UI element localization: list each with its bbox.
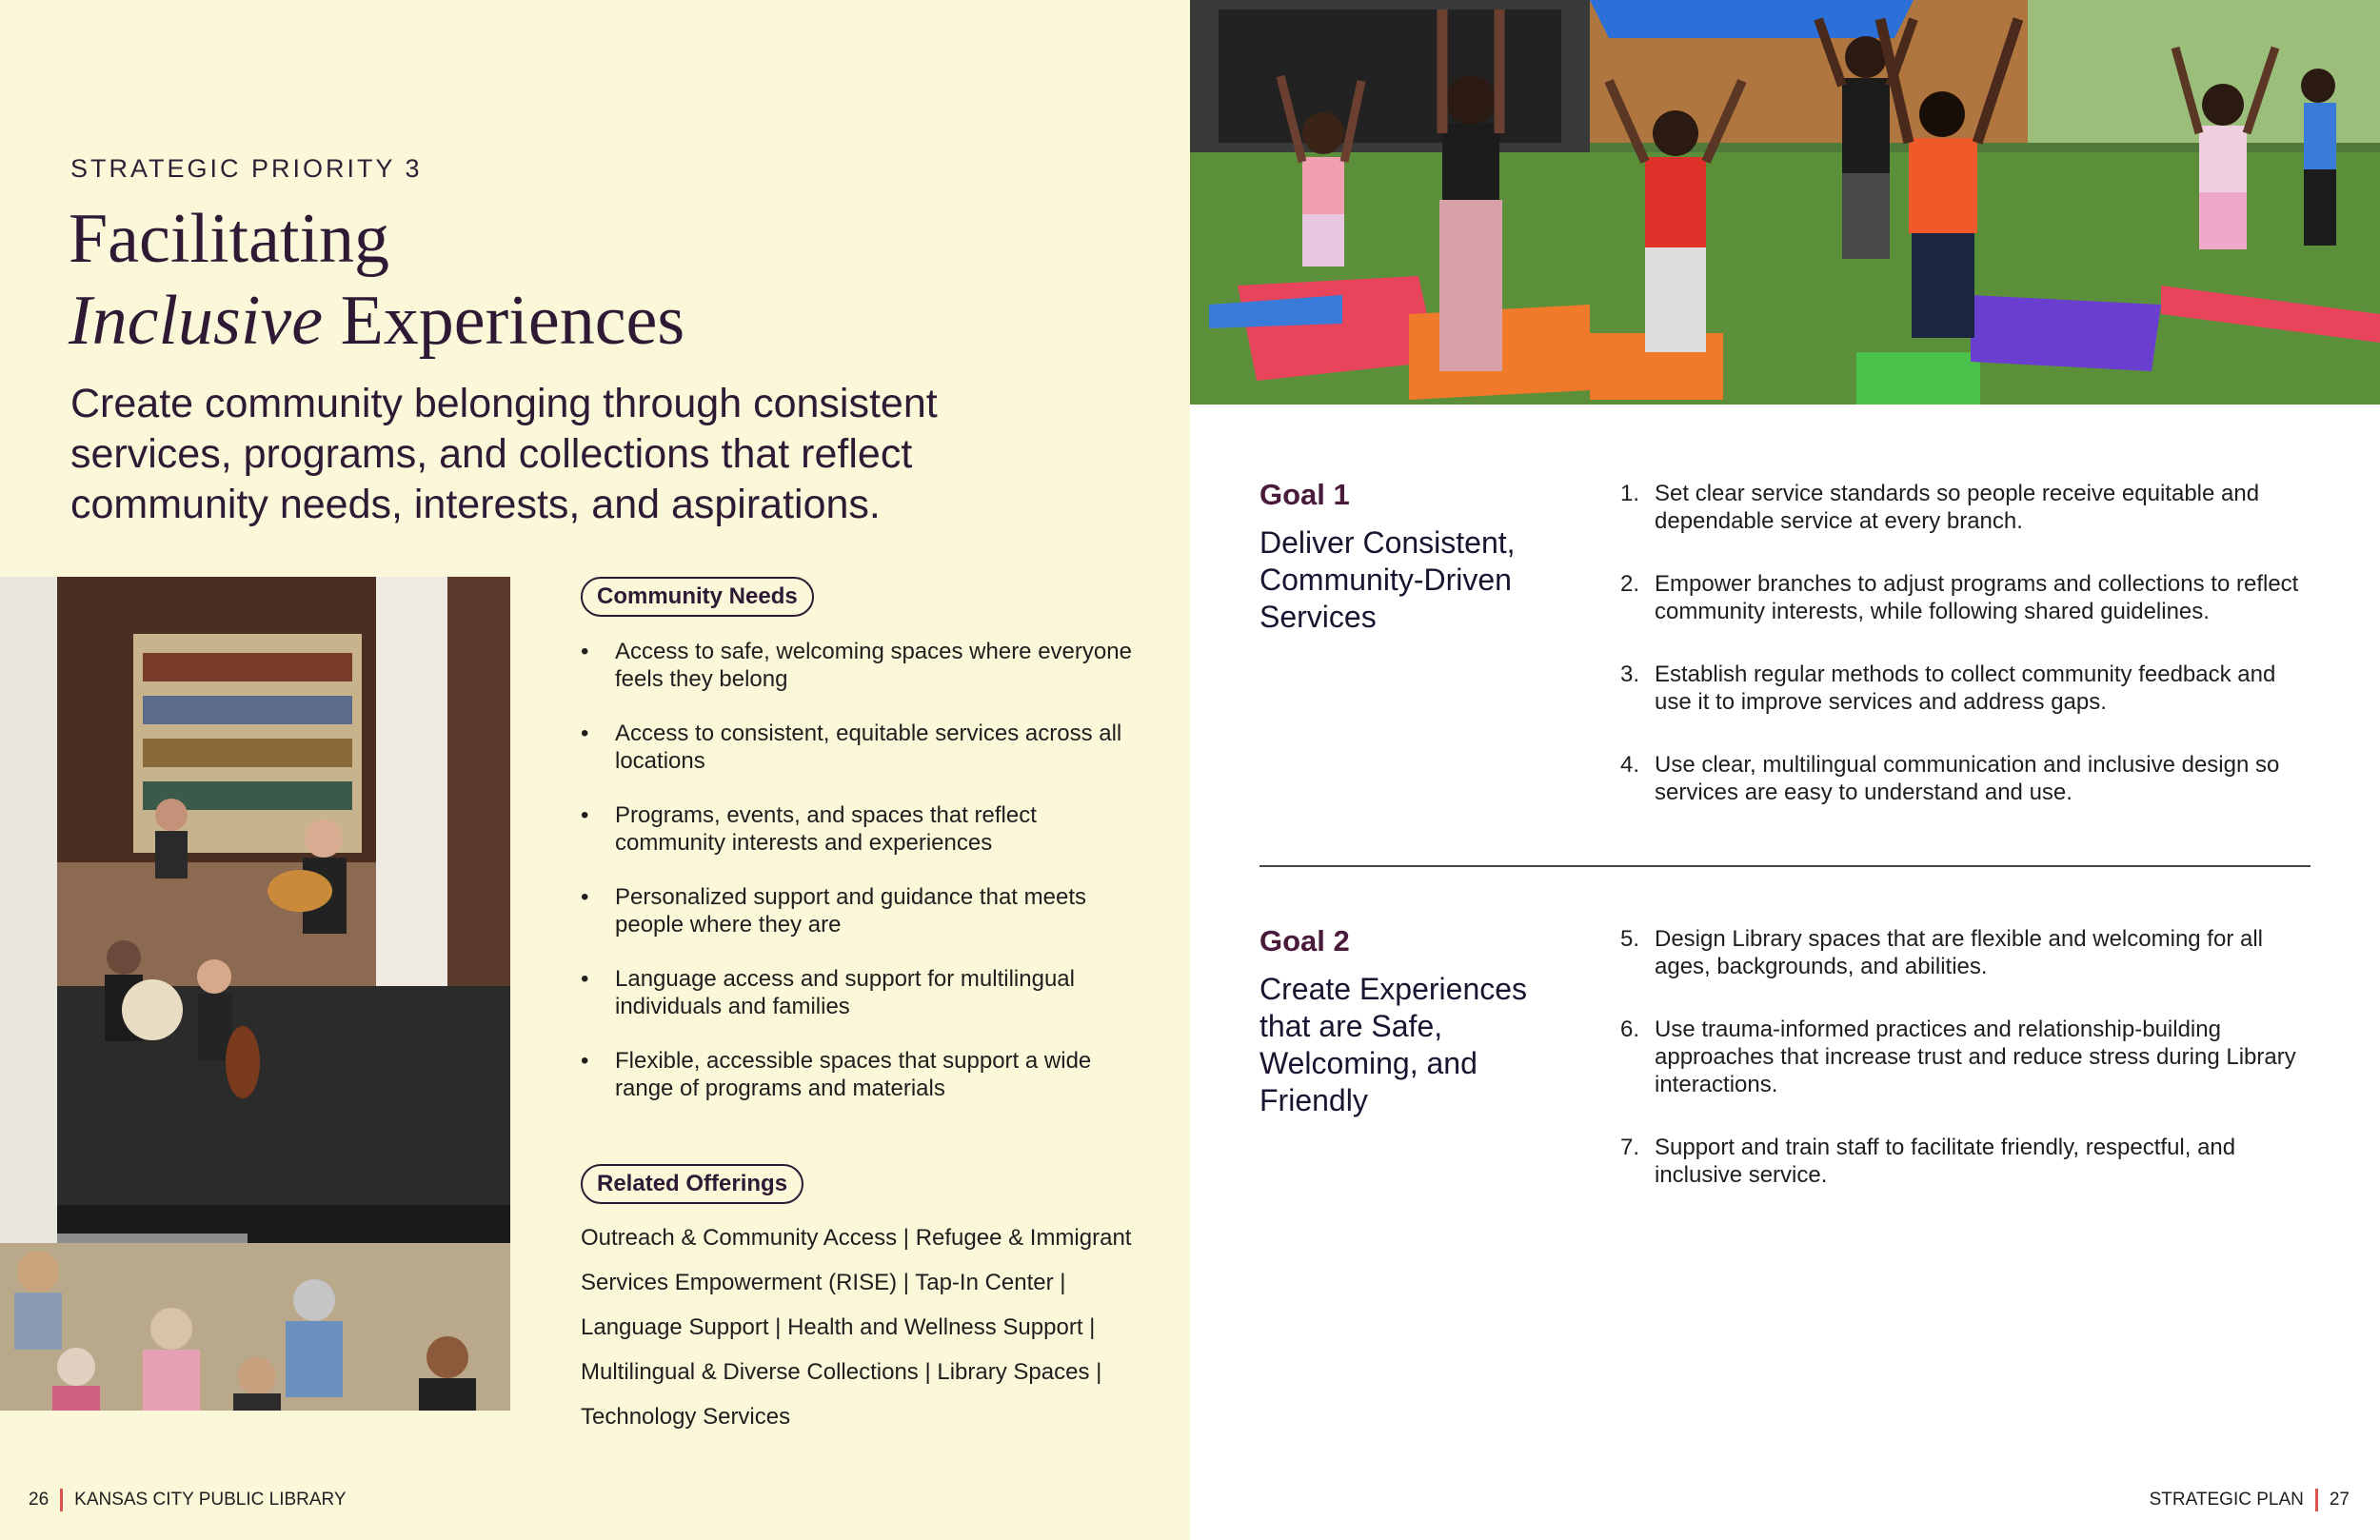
list-item (1620, 661, 2306, 716)
community-needs-list (581, 638, 1133, 1129)
title-rest: Experiences (340, 282, 685, 360)
page-number: 27 (2329, 1490, 2350, 1510)
need-text: Programs, events, and spaces that reflect community interests and experiences (615, 802, 1037, 856)
page-title (69, 198, 684, 362)
list-item (1620, 570, 2306, 625)
item-text: Design Library spaces that are flexible and welcoming for all ages, backgrounds, and abilities. (1655, 926, 2263, 979)
title-italic-word: Inclusive (69, 282, 324, 360)
bullet: • (581, 639, 589, 664)
item-text: Establish regular methods to collect community feedback and use it to improve services and address gaps. (1655, 661, 2276, 715)
bullet: • (581, 721, 589, 746)
goal-2-title: Create Experiences that are Safe, Welcoming, and Friendly (1259, 972, 1528, 1117)
item-number: 5. (1620, 926, 1640, 952)
concert-photo (0, 577, 510, 1411)
list-item (581, 801, 1133, 857)
footer-label: KANSAS CITY PUBLIC LIBRARY (74, 1490, 347, 1510)
item-text: Support and train staff to facilitate friendly, respectful, and inclusive service. (1655, 1135, 2236, 1188)
item-number: 4. (1620, 752, 1640, 778)
goal-2-label: Goal 2 (1259, 924, 1350, 958)
need-text: Personalized support and guidance that meets people where they are (615, 884, 1086, 938)
page-number: 26 (29, 1490, 50, 1510)
item-number: 2. (1620, 571, 1640, 597)
goal-1-label: Goal 1 (1259, 478, 1350, 511)
list-item (581, 1047, 1133, 1102)
footer-separator (60, 1489, 63, 1511)
bullet: • (581, 966, 589, 992)
item-number: 7. (1620, 1135, 1640, 1160)
list-item (1620, 925, 2306, 980)
list-item (1620, 751, 2306, 806)
item-number: 3. (1620, 661, 1640, 687)
goal-2-list (1620, 925, 2306, 1224)
item-text: Use trauma-informed practices and relationship-building approaches that increase trust and reduce stress during Library interactions. (1655, 1017, 2296, 1097)
need-text: Access to safe, welcoming spaces where everyone feels they belong (615, 639, 1132, 692)
goal-divider (1259, 865, 2311, 867)
section-eyebrow: STRATEGIC PRIORITY 3 (70, 154, 423, 183)
need-text: Flexible, accessible spaces that support a wide range of programs and materials (615, 1048, 1092, 1101)
list-item (581, 638, 1133, 693)
bullet: • (581, 802, 589, 828)
item-text: Set clear service standards so people receive equitable and dependable service at every branch. (1655, 481, 2260, 534)
goal-1-title: Deliver Consistent, Community-Driven Services (1259, 525, 1516, 634)
bullet: • (581, 1048, 589, 1074)
goal-1-list (1620, 480, 2306, 841)
item-text: Use clear, multilingual communication and inclusive design so services are easy to understand and use. (1655, 752, 2280, 805)
item-number: 6. (1620, 1017, 1640, 1042)
list-item (581, 965, 1133, 1020)
list-item (1620, 1134, 2306, 1189)
community-needs-pill: Community Needs (581, 577, 814, 617)
right-page (1190, 0, 2380, 1540)
item-number: 1. (1620, 481, 1640, 506)
list-item (1620, 1016, 2306, 1098)
related-offerings-pill: Related Offerings (581, 1164, 803, 1204)
title-line1: Facilitating (69, 200, 390, 278)
footer-left (29, 1489, 347, 1511)
list-item (581, 720, 1133, 775)
footer-separator (2315, 1489, 2318, 1511)
page-subtitle: Create community belonging through consistent services, programs, and collections that reflect community needs, interests, and aspirations. (70, 381, 938, 527)
list-item (581, 883, 1133, 938)
bullet: • (581, 884, 589, 910)
need-text: Language access and support for multilingual individuals and families (615, 966, 1075, 1019)
need-text: Access to consistent, equitable services across all locations (615, 721, 1122, 774)
yoga-photo (1190, 0, 2380, 405)
related-offerings-text: Outreach & Community Access | Refugee & Immigrant Services Empowerment (RISE) | Tap-In Center | Language Support | Health and Wellness Support | Multilingual & Diverse Collections | Library Spaces | Technology Services (581, 1225, 1132, 1430)
footer-label: STRATEGIC PLAN (2149, 1490, 2304, 1510)
list-item (1620, 480, 2306, 535)
item-text: Empower branches to adjust programs and collections to reflect community interests, while following shared guidelines. (1655, 571, 2299, 624)
footer-right (2150, 1489, 2350, 1511)
